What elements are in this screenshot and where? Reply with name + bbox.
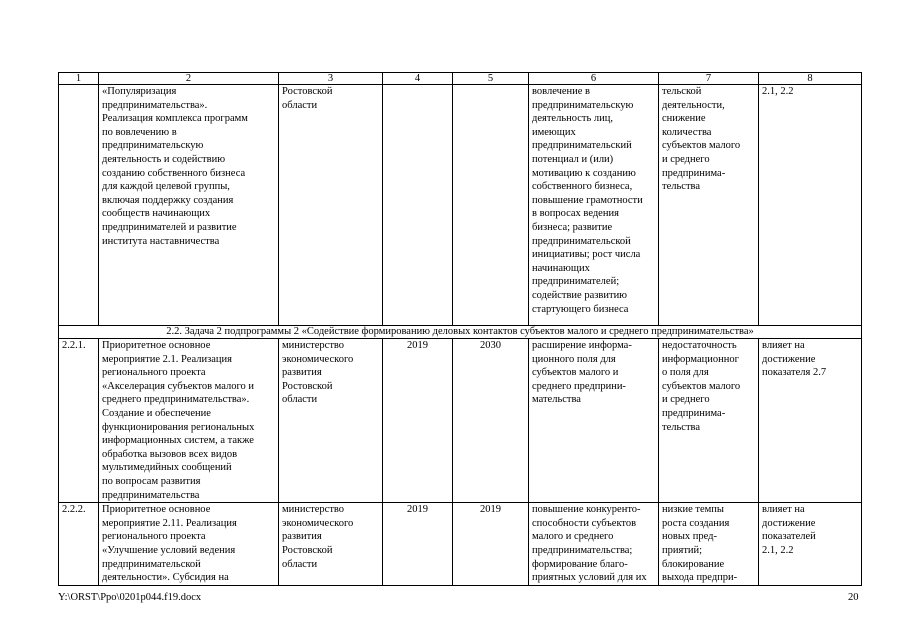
header-cell: 2 (99, 73, 279, 85)
executor-cell: Ростовской области (279, 85, 383, 326)
header-cell: 1 (59, 73, 99, 85)
end-year-cell: 2030 (453, 339, 529, 503)
header-cell: 8 (759, 73, 862, 85)
executor-cell: министерство экономического развития Ростовской области (279, 503, 383, 586)
indicator-link-cell: 2.1, 2.2 (759, 85, 862, 326)
measure-name-cell: Приоритетное основное мероприятие 2.1. Реализация регионального проекта «Акселерация субъектов малого и среднего предпринимательства». Создание и обеспечение функционирования региональных информационных систем, а также обработка вызовов всех видов мультимедийных сообщений по вопросам развития предпринимательства (99, 339, 279, 503)
consequences-cell: тельской деятельности, снижение количества субъектов малого и среднего предпринима- тельства (659, 85, 759, 326)
measure-name-cell: «Популяризация предпринимательства». Реализация комплекса программ по вовлечению в предпринимательскую деятельность и содействию созданию собственного бизнеса для каждой целевой группы, включая поддержку создания сообществ начинающих предпринимателей и развитие института наставничества (99, 85, 279, 326)
consequences-cell: низкие темпы роста создания новых пред- приятий; блокирование выхода предпри- (659, 503, 759, 586)
expected-result-cell: расширение информа- ционного поля для субъектов малого и среднего предприни- мательства (529, 339, 659, 503)
footer-file-path: Y:\ORST\Ppo\0201p044.f19.docx (58, 592, 202, 603)
table-row (59, 503, 862, 586)
header-cell: 7 (659, 73, 759, 85)
indicator-link-cell: влияет на достижение показателей 2.1, 2.2 (759, 503, 862, 586)
header-cell: 5 (453, 73, 529, 85)
end-year-cell: 2019 (453, 503, 529, 586)
start-year-cell: 2019 (383, 503, 453, 586)
page-number: 20 (848, 592, 859, 603)
table-row (59, 85, 862, 326)
row-number-cell: 2.2.1. (59, 339, 99, 503)
header-row (59, 73, 862, 85)
executor-cell: министерство экономического развития Ростовской области (279, 339, 383, 503)
row-number-cell: 2.2.2. (59, 503, 99, 586)
section-row (59, 326, 862, 339)
header-cell: 3 (279, 73, 383, 85)
start-year-cell: 2019 (383, 339, 453, 503)
indicator-link-cell: влияет на достижение показателя 2.7 (759, 339, 862, 503)
section-title: 2.2. Задача 2 подпрограммы 2 «Содействие формированию деловых контактов субъектов малого и среднего предпринимательства» (59, 326, 862, 339)
row-number-cell (59, 85, 99, 326)
program-table (58, 72, 862, 586)
start-year-cell (383, 85, 453, 326)
measure-name-cell: Приоритетное основное мероприятие 2.11. Реализация регионального проекта «Улучшение условий ведения предпринимательской деятельности». Субсидия на (99, 503, 279, 586)
expected-result-cell: повышение конкуренто- способности субъектов малого и среднего предпринимательства; формирование благо- приятных условий для их (529, 503, 659, 586)
expected-result-cell: вовлечение в предпринимательскую деятельность лиц, имеющих предпринимательский потенциал и (или) мотивацию к созданию собственного бизнеса, повышение грамотности в вопросах ведения бизнеса; развитие предпринимательской инициативы; рост числа начинающих предпринимателей; содействие развитию стартующего бизнеса (529, 85, 659, 326)
header-cell: 6 (529, 73, 659, 85)
end-year-cell (453, 85, 529, 326)
consequences-cell: недостаточность информационног о поля для субъектов малого и среднего предпринима- тельства (659, 339, 759, 503)
table-row (59, 339, 862, 503)
header-cell: 4 (383, 73, 453, 85)
